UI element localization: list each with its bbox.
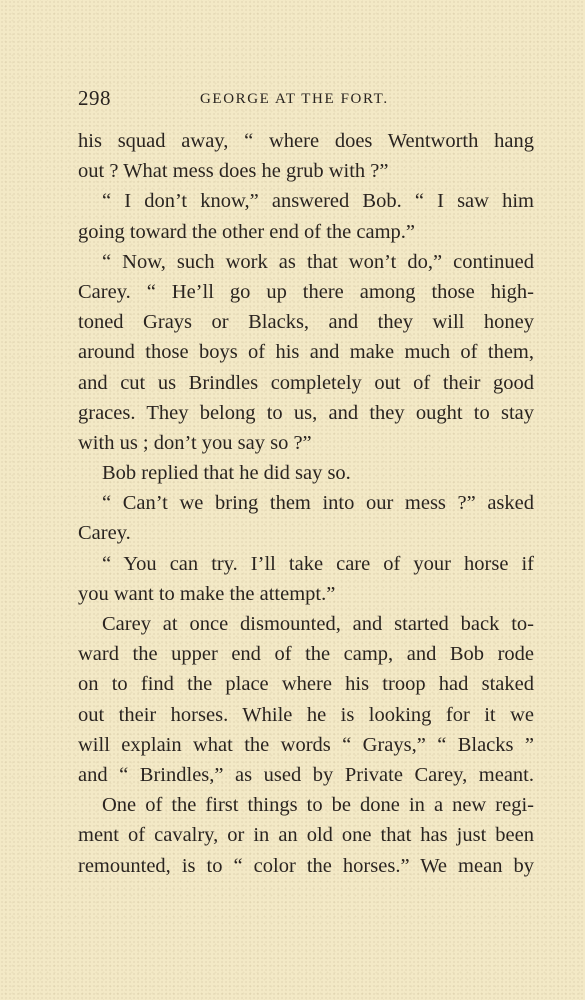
text-line: Carey. — [78, 522, 131, 545]
text-line: around those boys of his and make much of them, — [78, 341, 534, 364]
text-line: “ I don’t know,” answered Bob. “ I saw him — [102, 190, 534, 213]
text-line: ment of cavalry, or in an old one that has just been — [78, 824, 534, 847]
text-line: ward the upper end of the camp, and Bob rode — [78, 643, 534, 666]
page-number: 298 — [78, 86, 111, 110]
text-line: “ You can try. I’ll take care of your horse if — [102, 552, 534, 575]
text-line: graces. They belong to us, and they ought to stay — [78, 401, 534, 424]
text-line: remounted, is to “ color the horses.” We mean by — [78, 854, 534, 877]
text-line: “ Now, such work as that won’t do,” continued — [102, 250, 534, 273]
text-line: One of the first things to be done in a new regi- — [102, 794, 534, 817]
text-line: will explain what the words “ Grays,” “ Blacks ” — [78, 733, 534, 756]
text-line: Carey. “ He’ll go up there among those high- — [78, 280, 534, 303]
text-line: Bob replied that he did say so. — [102, 462, 351, 485]
running-head — [78, 86, 536, 112]
text-line: Carey at once dismounted, and started back to- — [102, 613, 534, 635]
text-line: you want to make the attempt.” — [78, 582, 336, 605]
running-title: GEORGE AT THE FORT. — [200, 91, 389, 107]
text-line: his squad away, “ where does Wentworth hang — [78, 130, 534, 152]
text-line: and cut us Brindles completely out of their good — [78, 371, 534, 394]
text-line: toned Grays or Blacks, and they will honey — [78, 311, 534, 334]
text-line: with us ; don’t you say so ?” — [78, 431, 312, 454]
body-text — [78, 126, 534, 881]
text-line: “ Can’t we bring them into our mess ?” asked — [102, 492, 534, 515]
text-line: out their horses. While he is looking for it we — [78, 703, 534, 726]
text-line: out ? What mess does he grub with ?” — [78, 160, 389, 183]
text-line: going toward the other end of the camp.” — [78, 220, 415, 243]
text-line: on to find the place where his troop had staked — [78, 673, 534, 696]
text-line: and “ Brindles,” as used by Private Carey, meant. — [78, 763, 534, 786]
